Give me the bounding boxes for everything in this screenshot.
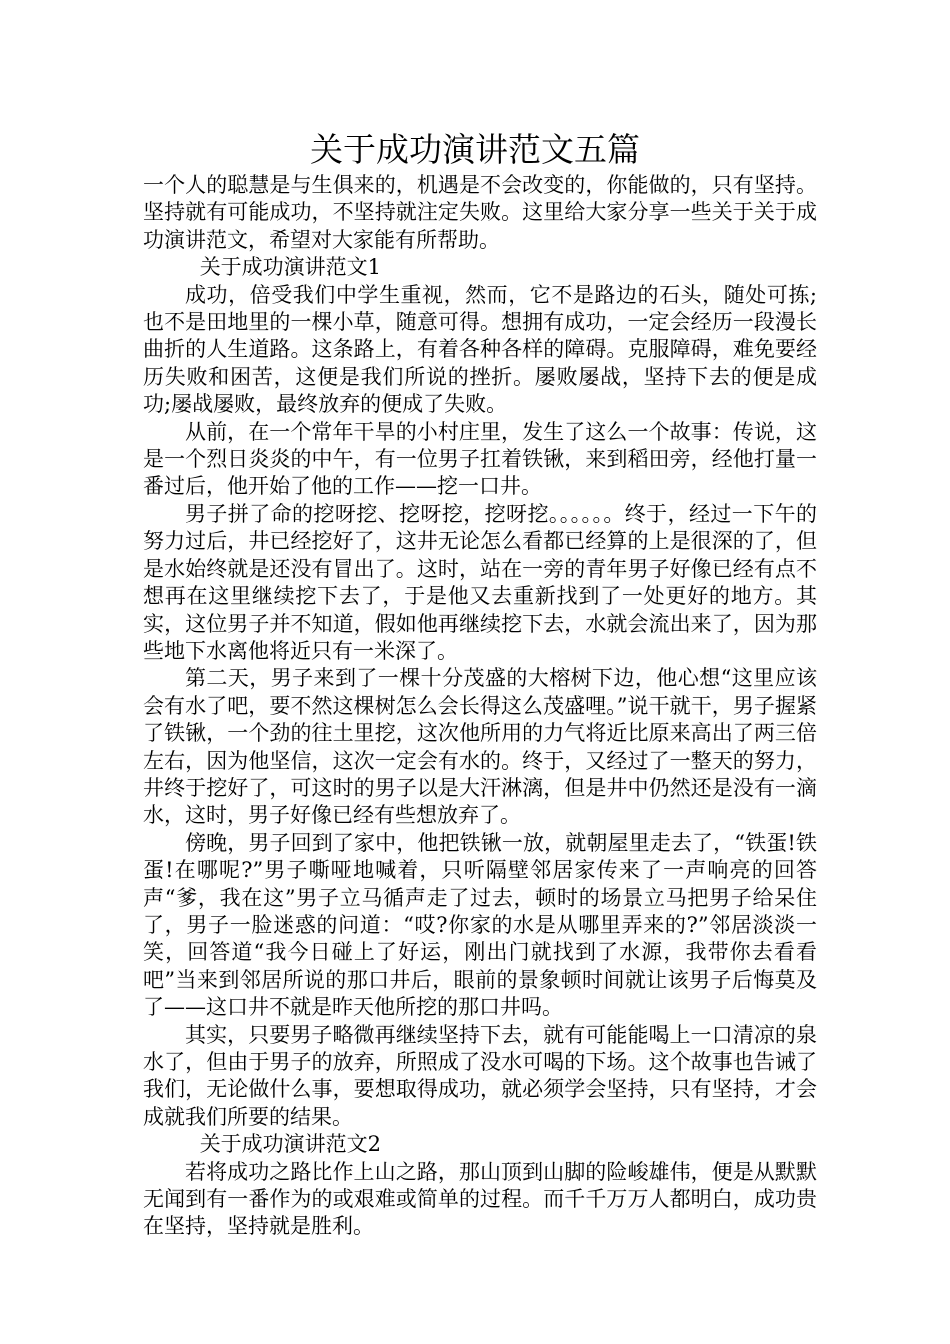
- body-paragraph: 傍晚，男子回到了家中，他把铁锹一放，就朝屋里走去了，“铁蛋!铁蛋!在哪呢?”男子嘶哑地喊着，只听隔壁邻居家传来了一声响亮的回答声“爹，我在这”男子立马循声走了过去，顿时的场景立马把男子给呆住了，男子一脸迷惑的问道：“哎?你家的水是从哪里弄来的?”邻居淡淡一笑，回答道“我今日碰上了好运，刚出门就找到了水源，我带你去看看吧”当来到邻居所说的那口井后，眼前的景象顿时间就让该男子后悔莫及了——这口井不就是昨天他所挖的那口井吗。: [143, 830, 817, 1020]
- document-body: [143, 172, 817, 1241]
- body-paragraph: 男子拼了命的挖呀挖、挖呀挖，挖呀挖。。。。。。终于，经过一下午的努力过后，井已经挖好了，这井无论怎么看都已经算的上是很深的了，但是水始终就是还没有冒出了。这时，站在一旁的青年男子好像已经有点不想再在这里继续挖下去了，于是他又去重新找到了一处更好的地方。其实，这位男子并不知道，假如他再继续挖下去，水就会流出来了，因为那些地下水离他将近只有一米深了。: [143, 501, 817, 663]
- body-paragraph: 若将成功之路比作上山之路，那山顶到山脚的险峻雄伟，便是从默默无闻到有一番作为的或艰难或简单的过程。而千千万万人都明白，成功贵在坚持，坚持就是胜利。: [143, 1159, 817, 1239]
- body-paragraph: 第二天，男子来到了一棵十分茂盛的大榕树下边，他心想“这里应该会有水了吧，要不然这棵树怎么会长得这么茂盛哩。”说干就干，男子握紧了铁锹，一个劲的往土里挖，这次他所用的力气将近比原来高出了两三倍左右，因为他坚信，这次一定会有水的。终于，又经过了一整天的努力，井终于挖好了，可这时的男子以是大汗淋漓，但是井中仍然还是没有一滴水，这时，男子好像已经有些想放弃了。: [143, 666, 817, 828]
- section-heading-1: 关于成功演讲范文1: [199, 255, 382, 280]
- body-paragraph: 成功，倍受我们中学生重视，然而，它不是路边的石头，随处可拣;也不是田地里的一棵小草，随意可得。想拥有成功，一定会经历一段漫长曲折的人生道路。这条路上，有着各种各样的障碍。克服障碍，难免要经历失败和困苦，这便是我们所说的挫折。屡败屡战，坚持下去的便是成功;屡战屡败，最终放弃的便成了失败。: [143, 282, 817, 417]
- section-heading-2: 关于成功演讲范文2: [199, 1132, 382, 1157]
- body-paragraph: 其实，只要男子略微再继续坚持下去，就有可能能喝上一口清凉的泉水了，但由于男子的放弃，所照成了没水可喝的下场。这个故事也告诫了我们，无论做什么事，要想取得成功，就必须学会坚持，只有坚持，才会成就我们所要的结果。: [143, 1022, 817, 1129]
- body-paragraph: 从前，在一个常年干旱的小村庄里，发生了这么一个故事：传说，这是一个烈日炎炎的中午，有一位男子扛着铁锹，来到稻田旁，经他打量一番过后，他开始了他的工作——挖一口井。: [143, 419, 817, 499]
- page-title: 关于成功演讲范文五篇: [310, 130, 640, 169]
- intro-paragraph: 一个人的聪慧是与生俱来的，机遇是不会改变的，你能做的，只有坚持。坚持就有可能成功，不坚持就注定失败。这里给大家分享一些关于关于成功演讲范文，希望对大家能有所帮助。: [143, 173, 817, 252]
